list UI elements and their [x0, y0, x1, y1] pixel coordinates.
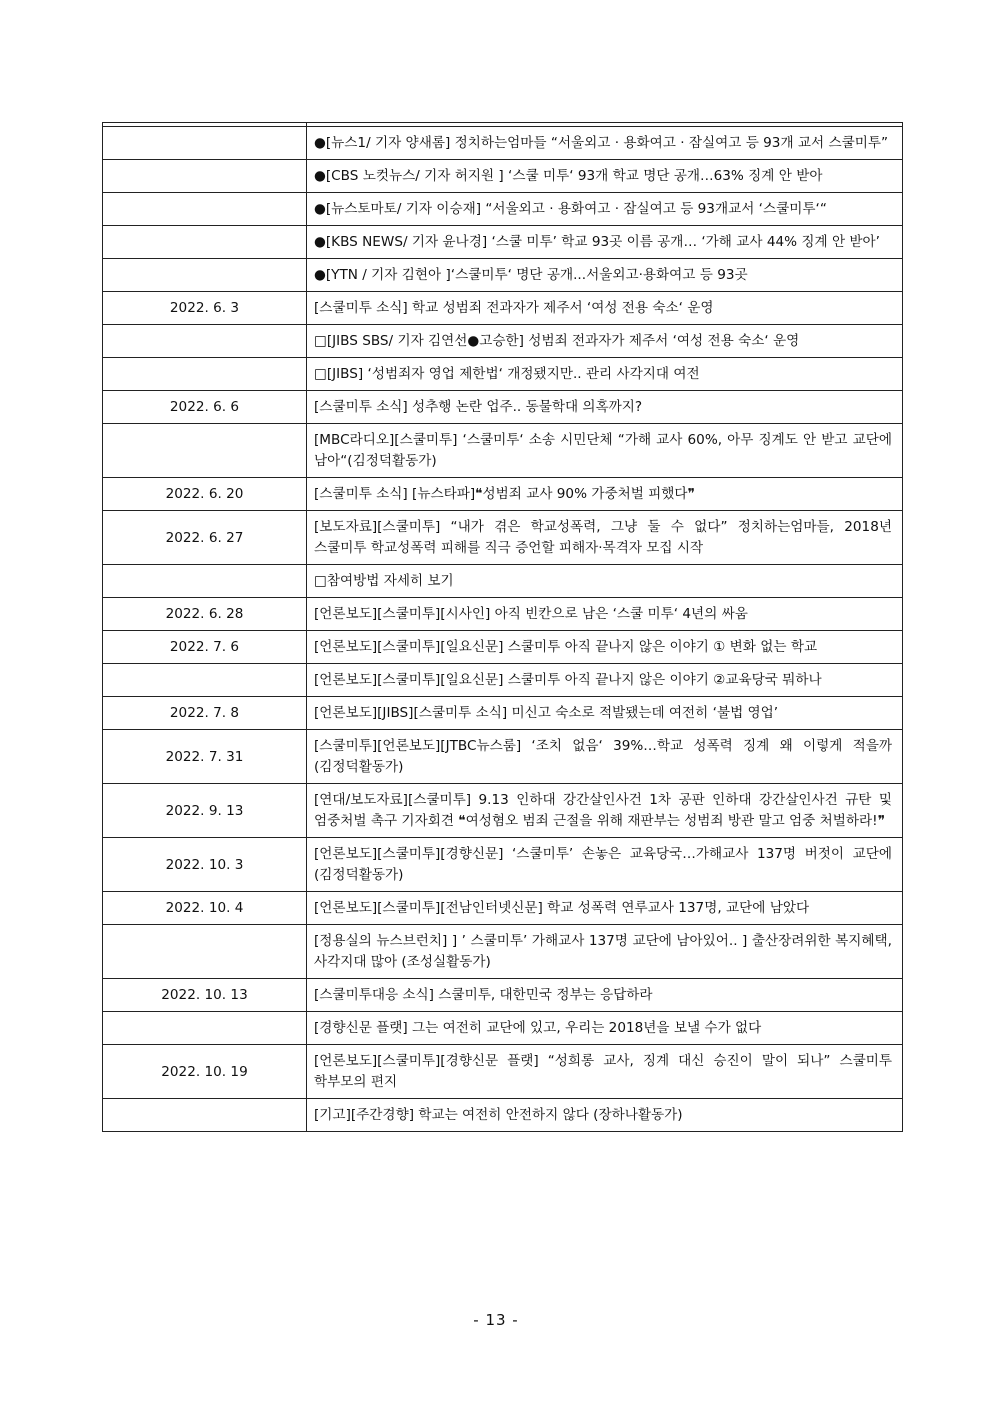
date-cell: 2022. 7. 6	[103, 631, 307, 664]
date-cell	[103, 226, 307, 259]
table-row	[103, 226, 903, 259]
table-row	[103, 1012, 903, 1045]
news-entry-cell: [경향신문 플랫] 그는 여전히 교단에 있고, 우리는 2018년을 보낼 수가 없다	[307, 1012, 903, 1045]
news-entry-cell: [언론보도][스쿨미투][시사인] 아직 빈칸으로 남은 ‘스쿨 미투‘ 4년의 싸움	[307, 598, 903, 631]
date-cell	[103, 1012, 307, 1045]
date-cell	[103, 259, 307, 292]
news-entry-cell: ●[CBS 노컷뉴스/ 기자 허지원 ] ‘스쿨 미투‘ 93개 학교 명단 공개…63% 징계 안 받아	[307, 160, 903, 193]
news-entry-cell: ●[YTN / 기자 김현아 ]‘스쿨미투‘ 명단 공개...서울외고·용화여고 등 93곳	[307, 259, 903, 292]
news-entry-cell: [언론보도][스쿨미투][전남인터넷신문] 학교 성폭력 연루교사 137명, 교단에 남았다	[307, 892, 903, 925]
table-row	[103, 358, 903, 391]
news-entry-cell: [언론보도][스쿨미투][일요신문] 스쿨미투 아직 끝나지 않은 이야기 ②교육당국 뭐하나	[307, 664, 903, 697]
date-cell: 2022. 7. 31	[103, 730, 307, 784]
date-cell	[103, 664, 307, 697]
table-row	[103, 730, 903, 784]
news-entry-cell: ●[뉴스토마토/ 기자 이승재] “서울외고 · 용화여고 · 잠실여고 등 93개교서 ‘스쿨미투‘“	[307, 193, 903, 226]
table-row	[103, 784, 903, 838]
date-cell	[103, 160, 307, 193]
date-cell	[103, 925, 307, 979]
table-row	[103, 160, 903, 193]
date-cell	[103, 193, 307, 226]
date-cell: 2022. 6. 27	[103, 511, 307, 565]
news-entry-cell: [언론보도][JIBS][스쿨미투 소식] 미신고 숙소로 적발됐는데 여전히 ‘불법 영업’	[307, 697, 903, 730]
table-row	[103, 838, 903, 892]
table-row	[103, 565, 903, 598]
news-entry-cell: ●[뉴스1/ 기자 양새롬] 정치하는엄마들 “서울외고 · 용화여고 · 잠실여고 등 93개 교서 스쿨미투”	[307, 127, 903, 160]
table-row	[103, 664, 903, 697]
table-row	[103, 979, 903, 1012]
table-row	[103, 391, 903, 424]
news-entry-cell: ●[KBS NEWS/ 기자 윤나경] ‘스쿨 미투’ 학교 93곳 이름 공개… ‘가해 교사 44% 징계 안 받아’	[307, 226, 903, 259]
date-cell: 2022. 6. 28	[103, 598, 307, 631]
news-entry-cell: [MBC라디오][스쿨미투] ‘스쿨미투‘ 소송 시민단체 “가해 교사 60%, 아무 징계도 안 받고 교단에 남아“(김정덕활동가)	[307, 424, 903, 478]
date-cell: 2022. 10. 19	[103, 1045, 307, 1099]
news-entry-cell: [스쿨미투 소식] 성추행 논란 업주.. 동물학대 의혹까지?	[307, 391, 903, 424]
date-cell	[103, 1099, 307, 1132]
table-row	[103, 478, 903, 511]
news-log-table	[102, 122, 903, 1132]
table-row	[103, 259, 903, 292]
news-entry-cell: [스쿨미투][언론보도][JTBC뉴스룸] ‘조치 없음‘ 39%…학교 성폭력 징계 왜 이렇게 적을까 (김정덕활동가)	[307, 730, 903, 784]
news-entry-cell: [스쿨미투 소식] 학교 성범죄 전과자가 제주서 ‘여성 전용 숙소‘ 운영	[307, 292, 903, 325]
table-row	[103, 925, 903, 979]
table-row	[103, 1099, 903, 1132]
table-row	[103, 511, 903, 565]
table-row	[103, 325, 903, 358]
date-cell	[103, 325, 307, 358]
date-cell: 2022. 6. 20	[103, 478, 307, 511]
date-cell	[103, 424, 307, 478]
table-row	[103, 424, 903, 478]
table-row	[103, 292, 903, 325]
table-row	[103, 598, 903, 631]
date-cell	[103, 358, 307, 391]
table-row	[103, 193, 903, 226]
date-cell: 2022. 10. 4	[103, 892, 307, 925]
news-entry-cell: [언론보도][스쿨미투][경향신문] ‘스쿨미투’ 손놓은 교육당국…가해교사 137명 버젓이 교단에 (김정덕활동가)	[307, 838, 903, 892]
date-cell: 2022. 10. 13	[103, 979, 307, 1012]
date-cell	[103, 127, 307, 160]
news-entry-cell: □[JIBS] ‘성범죄자 영업 제한법‘ 개정됐지만.. 관리 사각지대 여전	[307, 358, 903, 391]
news-entry-cell: [스쿨미투대응 소식] 스쿨미투, 대한민국 정부는 응답하라	[307, 979, 903, 1012]
date-cell: 2022. 10. 3	[103, 838, 307, 892]
table-row	[103, 1045, 903, 1099]
date-cell: 2022. 6. 6	[103, 391, 307, 424]
date-cell	[103, 565, 307, 598]
table-row	[103, 127, 903, 160]
table-row	[103, 892, 903, 925]
news-entry-cell: □참여방법 자세히 보기	[307, 565, 903, 598]
news-entry-cell: [정용실의 뉴스브런치] ] ’ 스쿨미투’ 가해교사 137명 교단에 남아있어.. ] 출산장려위한 복지혜택, 사각지대 많아 (조성실활동가)	[307, 925, 903, 979]
table-row	[103, 697, 903, 730]
news-entry-cell: [언론보도][스쿨미투][일요신문] 스쿨미투 아직 끝나지 않은 이야기 ① 변화 없는 학교	[307, 631, 903, 664]
news-entry-cell: [연대/보도자료][스쿨미투] 9.13 인하대 강간살인사건 1차 공판 인하대 강간살인사건 규탄 및 엄중처벌 촉구 기자회견 ❝여성혐오 범죄 근절을 위해 재판부는 성범죄 방관 말고 엄중 처벌하라!❞	[307, 784, 903, 838]
date-cell: 2022. 6. 3	[103, 292, 307, 325]
news-entry-cell: [보도자료][스쿨미투] “내가 겪은 학교성폭력, 그냥 둘 수 없다” 정치하는엄마들, 2018년 스쿨미투 학교성폭력 피해를 직극 증언할 피해자·목격자 모집 시작	[307, 511, 903, 565]
news-entry-cell: [기고][주간경향] 학교는 여전히 안전하지 않다 (장하나활동가)	[307, 1099, 903, 1132]
news-entry-cell: [언론보도][스쿨미투][경향신문 플랫] “성희롱 교사, 징계 대신 승진이 말이 되나” 스쿨미투 학부모의 편지	[307, 1045, 903, 1099]
date-cell: 2022. 7. 8	[103, 697, 307, 730]
news-entry-cell: [스쿨미투 소식] [뉴스타파]❝성범죄 교사 90% 가중처벌 피했다❞	[307, 478, 903, 511]
table-row	[103, 631, 903, 664]
news-entry-cell: □[JIBS SBS/ 기자 김연선●고승한] 성범죄 전과자가 제주서 ‘여성 전용 숙소‘ 운영	[307, 325, 903, 358]
date-cell: 2022. 9. 13	[103, 784, 307, 838]
page-number: - 13 -	[473, 1311, 519, 1329]
